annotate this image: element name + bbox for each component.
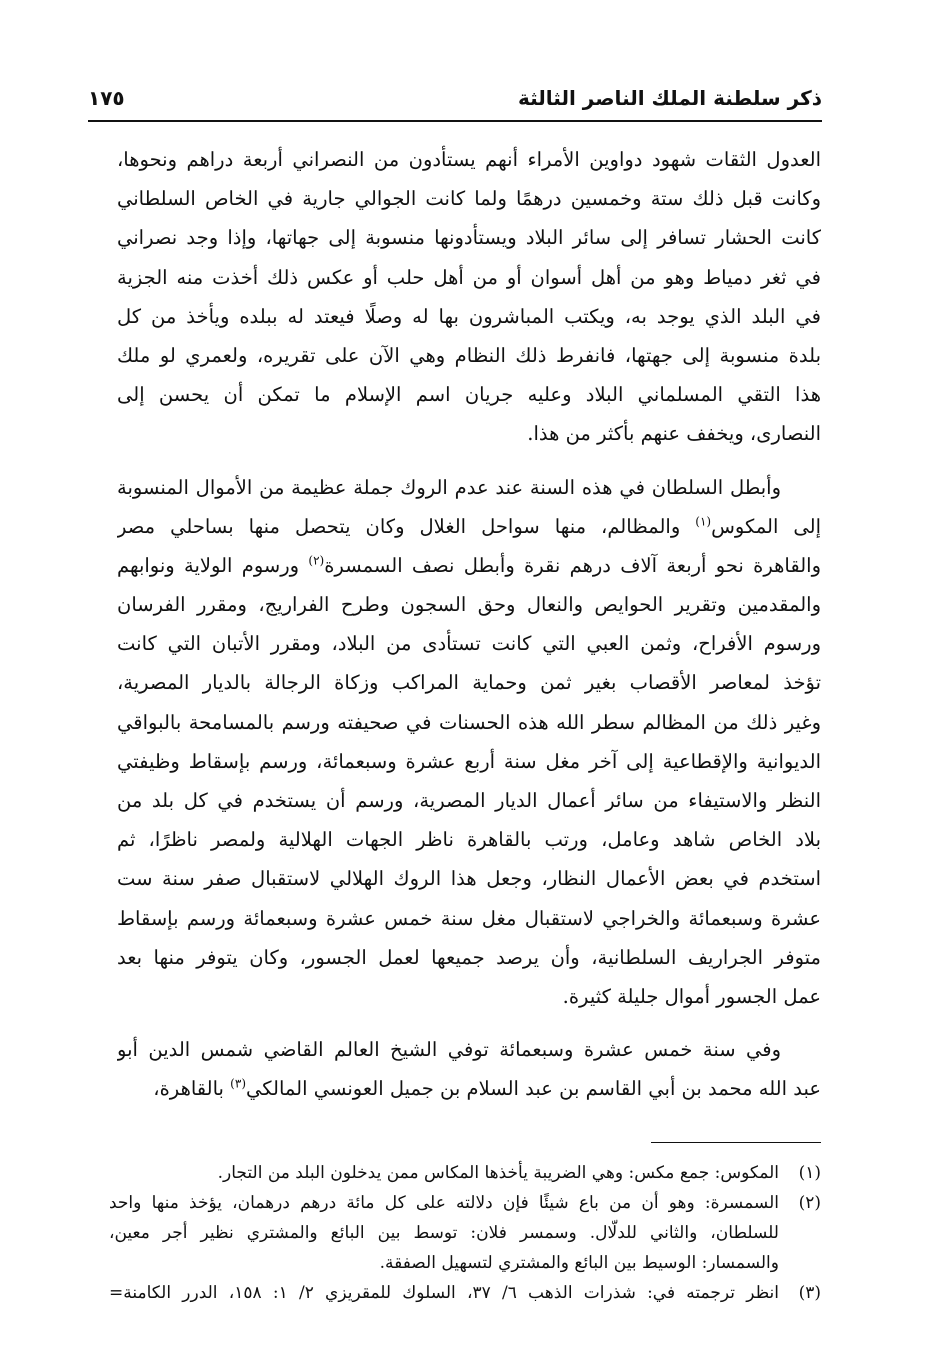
text-line: وفي سنة خمس عشرة وسبعمائة توفي الشيخ العالم القاضي شمس الدين أبو: [117, 1038, 781, 1062]
footnote-number: (٣): [798, 1283, 821, 1303]
paragraph-1: [117, 140, 821, 454]
footnote-3: [109, 1278, 821, 1308]
footnote-marker-1[interactable]: (١): [695, 514, 712, 529]
running-title: ذكر سلطنة الملك الناصر الثالثة: [517, 86, 822, 110]
text-line: [117, 507, 821, 546]
text-segment: ورسوم الولاية ونوابهم: [117, 553, 309, 577]
text-segment: والقاهرة نحو أربعة آلاف درهم نقرة وأبطل نصف السمسرة: [324, 553, 821, 577]
footnote-marker-3[interactable]: (٣): [230, 1076, 246, 1091]
text-line: والمقدمين وتقرير الحوايص والنعال وحق السجون وطرح الفراريج، ومقرر الفرسان: [117, 593, 821, 617]
footnote-2: [109, 1188, 821, 1278]
page-number: ١٧٥: [88, 86, 125, 110]
footnote-1: [109, 1158, 821, 1188]
text-line: [117, 546, 821, 585]
footnote-line: المكوس: جمع مكس: وهي الضريبة يأخذها المكاس ممن يدخلون البلد من التجار.: [217, 1163, 779, 1183]
page-header: [88, 86, 822, 122]
text-line: النظر والاستيفاء من سائر أعمال الديار المصرية، ورسم أن يستخدم في كل بلد من: [117, 789, 821, 812]
footnote-line: انظر ترجمته في: شذرات الذهب ٦/ ٣٧، السلوك للمقريزي ٢/ ١: ١٥٨، الدرر الكامنة=: [109, 1283, 779, 1303]
text-line: في ثغر دمياط وهو من أهل أسوان أو من أهل حلب أو عكس ذلك أخذت منه الجزية: [117, 265, 821, 289]
paragraph-2: [117, 468, 821, 1017]
text-line: عشرة وسبعمائة والخراجي لاستقبال مغل سنة خمس عشرة وسبعمائة ورسم بإسقاط: [117, 906, 821, 930]
footnote-number: (١): [798, 1163, 821, 1183]
footnote-line: والسمسار: الوسيط بين البائع والمشتري لتسهيل الصفقة.: [379, 1253, 779, 1273]
text-line: عمل الجسور أموال جليلة كثيرة.: [562, 984, 821, 1008]
footnotes: [109, 1158, 821, 1308]
text-line: تؤخذ لمعاصر الأقصاب بغير ثمن وحماية المراكب وزكاة الرجالة بالديار المصرية،: [117, 671, 821, 695]
footnote-line: للسلطان، والثاني للدلّال. وسمسر فلان: توسط بين البائع والمشتري نظير أجر معين،: [109, 1223, 779, 1243]
text-line: متوفر الجراريف السلطانية، وأن يرصد جميعها لعمل الجسور، وكان يتوفر منها بعد: [117, 945, 821, 969]
main-text: [117, 140, 821, 1109]
text-line: في البلد الذي يوجد به، ويكتب المباشرون بها له وصلًا فيعتد له ببلده ويأخذ من كل: [117, 304, 821, 328]
text-segment: عبد الله محمد بن أبي القاسم بن عبد السلام بن جميل العونسي المالكي: [246, 1077, 821, 1101]
footnote-line: السمسرة: وهو أن من باع شيئًا فإن دلالته على كل مائة درهم درهمان، يؤخذ منها واحد: [109, 1193, 779, 1213]
paragraph-3: [117, 1030, 821, 1108]
footnote-separator: [651, 1142, 821, 1143]
text-line: بلدة منسوبة إلى جهتها، فانفرط ذلك النظام وهي الآن على تقريره، ولعمري لو ملك: [117, 343, 821, 367]
text-line: استخدم في بعض الأعمال النظار، وجعل هذا الروك الهلالي لاستقبال صفر سنة ست: [117, 867, 821, 891]
text-line: ورسوم الأفراح، وثمن العبي التي كانت تستأدى من البلاد، ومقرر الأتبان التي كانت: [117, 632, 821, 656]
text-line: وغير ذلك من المظالم سطر الله هذه الحسنات في صحيفته ورسم بالمسامحة بالبواقي: [117, 710, 821, 734]
text-line: وأبطل السلطان في هذه السنة عند عدم الروك جملة عظيمة من الأموال المنسوبة: [117, 475, 781, 499]
text-line: النصارى، ويخفف عنهم بأكثر من هذا.: [527, 422, 821, 446]
text-line: بلاد الخاص شاهد وعامل، ورتب بالقاهرة ناظر الجهات الهلالية ولمصر ناظرًا، ثم: [117, 828, 821, 852]
footnote-marker-2[interactable]: (٢): [308, 553, 325, 568]
text-line: كانت الحشار تسافر إلى سائر البلاد ويستأدونها منسوبة إلى جهاتها، وإذا وجد نصراني: [117, 226, 821, 250]
text-line: [117, 1069, 821, 1108]
text-segment: والمظالم، منها سواحل الغلال وكان يتحصل منها بساحلي مصر: [117, 514, 696, 538]
footnote-number: (٢): [798, 1193, 821, 1213]
text-line: العدول الثقات شهود دواوين الأمراء أنهم يستأدون من النصراني أربعة دراهم ونحوها،: [117, 148, 821, 171]
text-line: هذا التقي المسلماني البلاد وعليه جريان اسم الإسلام ما تمكن أن يحسن إلى: [117, 383, 821, 407]
text-line: الديوانية والإقطاعية إلى آخر مغل سنة أربع عشرة وسبعمائة، ورسم بإسقاط وظيفتي: [117, 749, 821, 773]
text-segment: إلى المكوس: [711, 514, 821, 538]
text-segment: بالقاهرة،: [153, 1077, 231, 1101]
text-line: وكانت قبل ذلك ستة وخمسين درهمًا ولما كانت الجوالي جارية في الخاص السلطاني: [117, 187, 821, 211]
